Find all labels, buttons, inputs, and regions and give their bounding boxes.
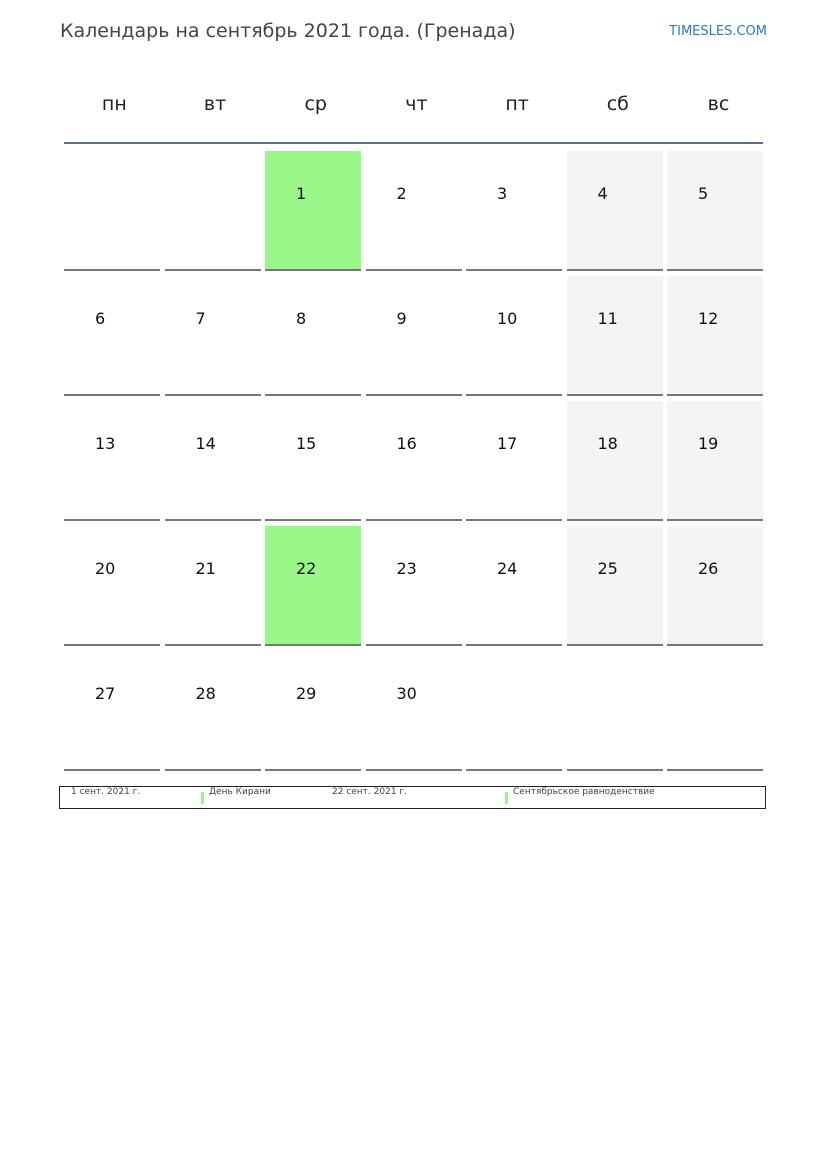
day-number: 1 <box>296 184 307 203</box>
day-number: 5 <box>698 184 709 203</box>
page-title: Календарь на сентябрь 2021 года. (Гренада) <box>60 20 516 42</box>
day-cell <box>64 276 160 396</box>
week-row <box>64 148 763 273</box>
day-number: 26 <box>698 559 719 578</box>
day-number: 18 <box>597 434 618 453</box>
day-cell <box>667 151 763 271</box>
day-number: 11 <box>597 309 618 328</box>
day-cell <box>265 276 361 396</box>
day-cell <box>567 526 663 646</box>
weekday-sunday: вс <box>707 93 730 115</box>
day-number: 13 <box>95 434 116 453</box>
day-cell <box>265 651 361 771</box>
weekday-header-row <box>64 75 763 144</box>
weekday-saturday: сб <box>606 93 629 115</box>
day-number: 4 <box>597 184 608 203</box>
day-cell <box>64 401 160 521</box>
day-number: 24 <box>497 559 518 578</box>
day-number: 23 <box>396 559 417 578</box>
day-cell <box>567 276 663 396</box>
legend-color-marker <box>201 792 204 804</box>
weekday-tuesday: вт <box>203 93 227 115</box>
legend-date-2: 22 сент. 2021 г. <box>332 787 408 797</box>
weekday-thursday: чт <box>405 93 428 115</box>
day-cell <box>165 651 261 771</box>
week-row <box>64 523 763 648</box>
day-number: 29 <box>296 684 317 703</box>
day-cell <box>466 526 562 646</box>
empty-day-cell <box>165 151 261 271</box>
empty-day-cell <box>567 651 663 771</box>
week-row <box>64 273 763 398</box>
legend-holiday-name-2: Сентябрьское равноденствие <box>513 787 655 797</box>
day-number: 16 <box>396 434 417 453</box>
weeks-container <box>64 148 763 773</box>
day-number: 6 <box>95 309 106 328</box>
day-cell <box>567 151 663 271</box>
holiday-legend <box>59 786 766 809</box>
day-number: 10 <box>497 309 518 328</box>
day-number: 14 <box>195 434 216 453</box>
day-cell <box>667 526 763 646</box>
day-number: 15 <box>296 434 317 453</box>
day-number: 21 <box>195 559 216 578</box>
day-number: 3 <box>497 184 508 203</box>
day-number: 28 <box>195 684 216 703</box>
day-number: 9 <box>396 309 407 328</box>
day-cell <box>265 526 361 646</box>
day-cell <box>366 651 462 771</box>
day-number: 2 <box>396 184 407 203</box>
calendar-grid <box>64 75 763 773</box>
week-row <box>64 648 763 773</box>
legend-date-1: 1 сент. 2021 г. <box>71 787 141 797</box>
day-cell <box>265 401 361 521</box>
day-number: 12 <box>698 309 719 328</box>
day-cell <box>366 401 462 521</box>
day-cell <box>366 276 462 396</box>
day-number: 19 <box>698 434 719 453</box>
day-cell <box>165 276 261 396</box>
weekday-monday: пн <box>101 93 127 115</box>
day-cell <box>466 151 562 271</box>
day-cell <box>567 401 663 521</box>
day-number: 25 <box>597 559 618 578</box>
day-cell <box>366 151 462 271</box>
site-link[interactable]: TIMESLES.COM <box>669 24 767 39</box>
weekday-friday: пт <box>505 93 529 115</box>
day-number: 8 <box>296 309 307 328</box>
day-number: 7 <box>195 309 206 328</box>
day-number: 22 <box>296 559 317 578</box>
day-cell <box>165 401 261 521</box>
day-number: 17 <box>497 434 518 453</box>
weekday-wednesday: ср <box>304 93 327 115</box>
empty-day-cell <box>667 651 763 771</box>
legend-color-marker <box>505 792 508 804</box>
day-cell <box>466 276 562 396</box>
day-cell <box>667 401 763 521</box>
day-cell <box>165 526 261 646</box>
empty-day-cell <box>466 651 562 771</box>
day-cell <box>667 276 763 396</box>
day-cell <box>466 401 562 521</box>
day-number: 30 <box>396 684 417 703</box>
day-number: 27 <box>95 684 116 703</box>
week-row <box>64 398 763 523</box>
empty-day-cell <box>64 151 160 271</box>
day-cell <box>64 651 160 771</box>
legend-holiday-name-1: День Кирани <box>209 787 271 797</box>
day-cell <box>366 526 462 646</box>
day-cell <box>265 151 361 271</box>
day-number: 20 <box>95 559 116 578</box>
day-cell <box>64 526 160 646</box>
